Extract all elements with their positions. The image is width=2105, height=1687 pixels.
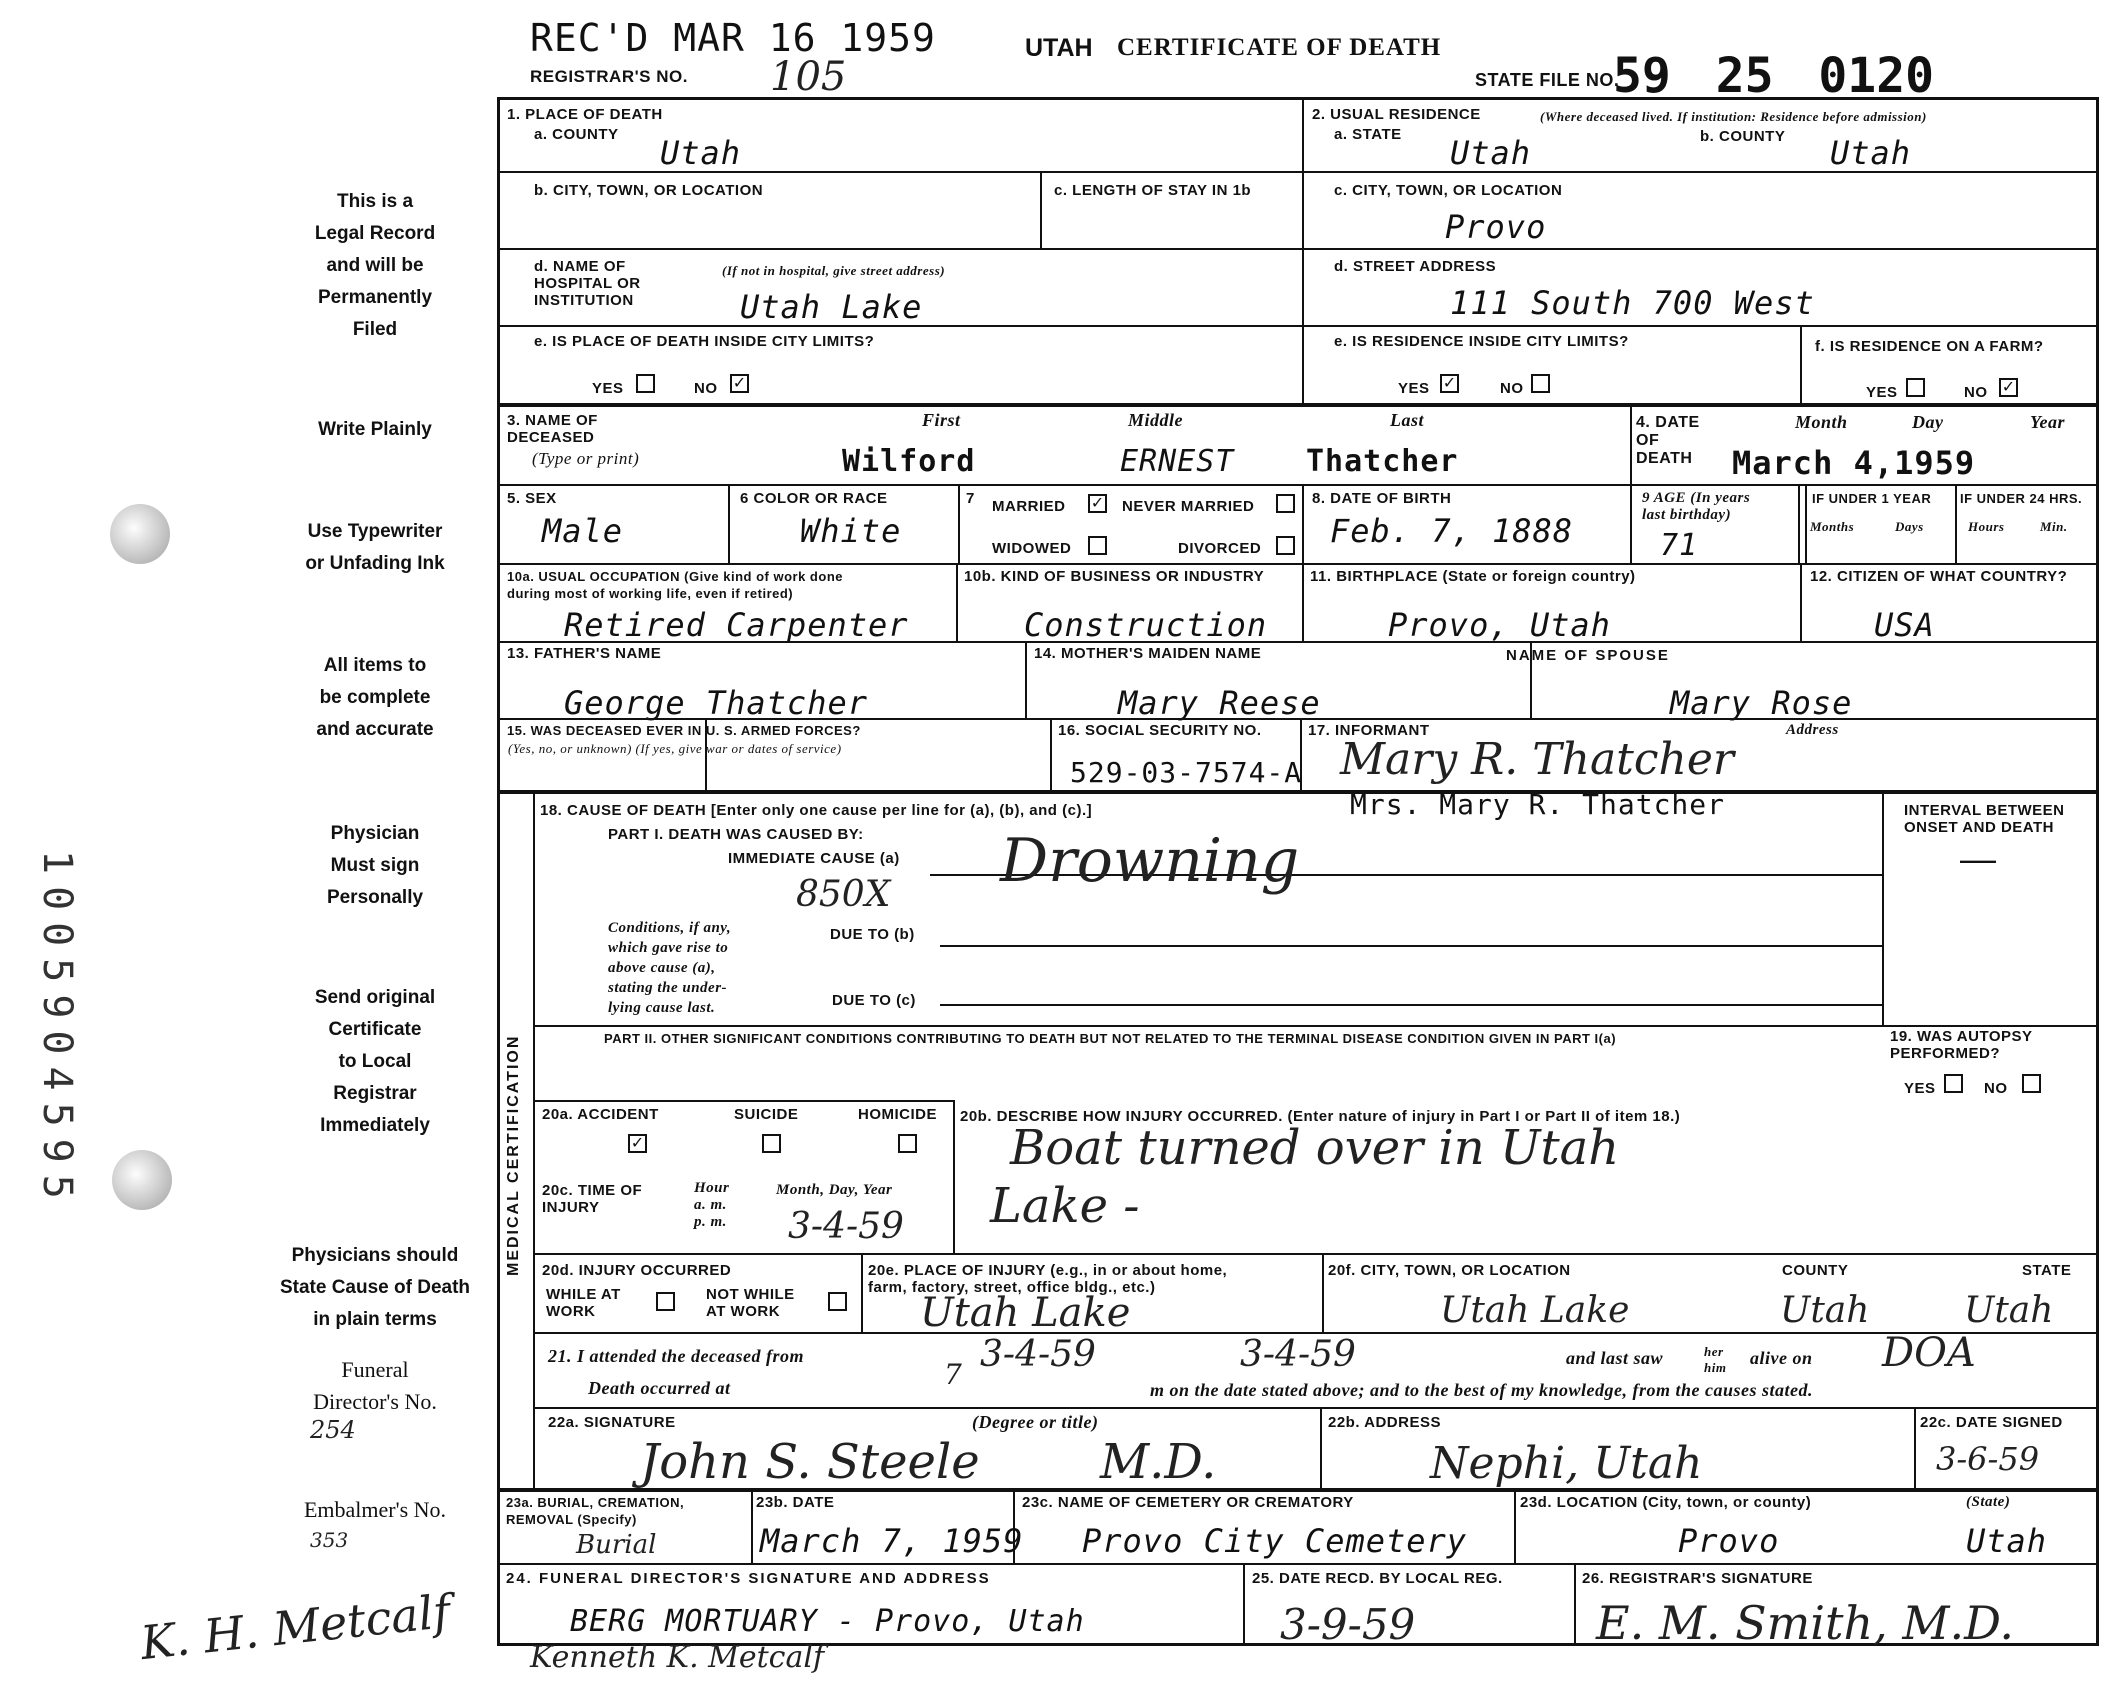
attended-to: 3-4-59 xyxy=(1240,1334,1356,1375)
injury-county-label: COUNTY xyxy=(1782,1262,1849,1279)
sex: Male xyxy=(542,512,624,550)
death-city-limits-yes-label: YES xyxy=(592,380,624,397)
due-to-b-label: DUE TO (b) xyxy=(830,926,915,943)
death-county-label: a. COUNTY xyxy=(534,126,619,143)
interval-label: INTERVAL BETWEEN ONSET AND DEATH xyxy=(1904,802,2065,836)
death-city-limits-no-label: NO xyxy=(694,380,718,397)
last-label: Last xyxy=(1390,410,1425,430)
months-label: Months xyxy=(1810,519,1855,534)
hospital-label: d. NAME OF HOSPITAL OR INSTITUTION xyxy=(534,258,641,309)
vertical-film-number: 1005904595 xyxy=(34,850,80,1211)
citizen: USA xyxy=(1874,606,1935,644)
residence-street: 111 South 700 West xyxy=(1450,284,1815,322)
residence-state: Utah xyxy=(1450,134,1532,172)
punch-hole-lower xyxy=(112,1150,172,1210)
burial-state: Utah xyxy=(1966,1522,2048,1560)
place-of-death-label: 1. PLACE OF DEATH xyxy=(507,106,663,123)
alive-on: DOA xyxy=(1882,1330,1976,1376)
hospital-note: (If not in hospital, give street address) xyxy=(722,263,946,278)
date-signed-label: 22c. DATE SIGNED xyxy=(1920,1414,2063,1431)
attended-from: 3-4-59 xyxy=(980,1334,1096,1375)
state-cause-note: Physicians should State Cause of Death in plain terms xyxy=(279,1245,471,1330)
spouse: Mary Rose xyxy=(1670,684,1853,722)
burial-date-label: 23b. DATE xyxy=(756,1494,835,1511)
death-county: Utah xyxy=(660,134,742,172)
occupation-label: 10a. USUAL OCCUPATION (Give kind of work done during most of working life, even if retired) xyxy=(507,569,843,601)
age: 71 xyxy=(1660,528,1699,563)
place-of-injury-label: 20e. PLACE OF INJURY (e.g., in or about home, farm, factory, street, office bldg., etc.) xyxy=(868,1262,1228,1296)
day-label: Day xyxy=(1912,412,1944,432)
received-stamp: REC'D MAR 16 1959 xyxy=(530,16,936,60)
burial-label: 23a. BURIAL, CREMATION, REMOVAL (Specify) xyxy=(506,1495,685,1527)
divorced-label: DIVORCED xyxy=(1178,540,1262,557)
autopsy-label: 19. WAS AUTOPSY PERFORMED? xyxy=(1890,1028,2033,1062)
registrar-signature-label: 26. REGISTRAR'S SIGNATURE xyxy=(1582,1570,1813,1587)
injury-county: Utah xyxy=(1780,1290,1870,1331)
residence-county: Utah xyxy=(1830,134,1912,172)
while-at-work-label: WHILE AT WORK xyxy=(546,1286,621,1320)
autopsy-yes-box[interactable] xyxy=(1944,1074,1963,1093)
residence-city: Provo xyxy=(1445,208,1547,246)
widowed-box[interactable] xyxy=(1088,536,1107,555)
burial-date: March 7, 1959 xyxy=(760,1522,1024,1560)
ssn-label: 16. SOCIAL SECURITY NO. xyxy=(1058,722,1262,739)
part-2-label: PART II. OTHER SIGNIFICANT CONDITIONS CONTRIBUTING TO DEATH BUT NOT RELATED TO THE TERMINAL DISEASE CONDITION GIVEN IN PART I(a) xyxy=(604,1031,1617,1046)
not-while-at-work-box[interactable] xyxy=(828,1292,847,1311)
informant-label: 17. INFORMANT xyxy=(1308,722,1430,739)
injury-description-line-1: Boat turned over in Utah xyxy=(1010,1120,1620,1176)
birthplace: Provo, Utah xyxy=(1388,606,1611,644)
death-time: 7 xyxy=(944,1358,962,1391)
injury-date: 3-4-59 xyxy=(788,1206,904,1247)
her-him-label: her him xyxy=(1704,1344,1727,1375)
autopsy-yes-label: YES xyxy=(1904,1080,1936,1097)
interval-value: — xyxy=(1960,838,1996,879)
injury-description-line-2: Lake - xyxy=(990,1178,1140,1234)
injury-city: Utah Lake xyxy=(1440,1290,1630,1331)
funeral-director-label: 24. FUNERAL DIRECTOR'S SIGNATURE AND ADDRESS xyxy=(506,1570,991,1587)
citizen-label: 12. CITIZEN OF WHAT COUNTRY? xyxy=(1810,568,2068,585)
min-label: Min. xyxy=(2040,519,2068,534)
widowed-label: WIDOWED xyxy=(992,540,1072,557)
funeral-director-no-label: Funeral Director's No. xyxy=(313,1357,437,1414)
armed-forces-note: (Yes, no, or unknown) (If yes, give war or dates of service) xyxy=(508,741,842,756)
injury-state-label: STATE xyxy=(2022,1262,2072,1279)
degree-label: (Degree or title) xyxy=(972,1412,1099,1432)
residence-city-limits-no-label: NO xyxy=(1500,380,1524,397)
autopsy-no-label: NO xyxy=(1984,1080,2008,1097)
under-1-year-label: IF UNDER 1 YEAR xyxy=(1812,491,1932,506)
last-name: Thatcher xyxy=(1306,444,1459,479)
funeral-director: BERG MORTUARY - Provo, Utah xyxy=(570,1604,1085,1639)
immediate-cause-label: IMMEDIATE CAUSE (a) xyxy=(728,850,900,867)
death-occurred-statement: m on the date stated above; and to the best of my knowledge, from the causes stated. xyxy=(1150,1380,1813,1400)
burial-location-label: 23d. LOCATION (City, town, or county) xyxy=(1520,1494,1812,1511)
race: White xyxy=(800,512,902,550)
farm-no-label: NO xyxy=(1964,384,1988,401)
industry: Construction xyxy=(1024,606,1268,644)
armed-forces-label: 15. WAS DECEASED EVER IN U. S. ARMED FORCES? xyxy=(507,723,861,738)
date-recd-local: 3-9-59 xyxy=(1280,1600,1416,1649)
last-saw-label: and last saw xyxy=(1566,1348,1664,1368)
typewriter-note: Use Typewriter or Unfading Ink xyxy=(305,521,445,574)
alive-on-label: alive on xyxy=(1750,1348,1813,1368)
registrar-no: 105 xyxy=(770,54,847,100)
residence-city-limits-label: e. IS RESIDENCE INSIDE CITY LIMITS? xyxy=(1334,333,1629,350)
residence-city-limits-yes-label: YES xyxy=(1398,380,1430,397)
middle-name: ERNEST xyxy=(1120,444,1235,479)
first-name: Wilford xyxy=(842,444,976,479)
type-or-print-note: (Type or print) xyxy=(532,449,640,468)
spouse-label: NAME OF SPOUSE xyxy=(1506,647,1670,664)
year-label: Year xyxy=(2030,412,2065,432)
divorced-box[interactable] xyxy=(1276,536,1295,555)
birthplace-label: 11. BIRTHPLACE (State or foreign country) xyxy=(1310,568,1636,585)
death-occurred-label: Death occurred at xyxy=(588,1378,731,1398)
death-city-limits-no-box[interactable]: ✓ xyxy=(730,374,749,393)
certificate-title: CERTIFICATE OF DEATH xyxy=(1117,34,1442,61)
physician-address: Nephi, Utah xyxy=(1430,1438,1703,1489)
cause-of-death-label: 18. CAUSE OF DEATH [Enter only one cause per line for (a), (b), and (c).] xyxy=(540,802,1093,819)
burial: Burial xyxy=(576,1530,657,1560)
hours-label: Hours xyxy=(1968,519,2005,534)
suicide-label: SUICIDE xyxy=(734,1106,799,1123)
margin-signature: K. H. Metcalf xyxy=(138,1583,453,1671)
occupation: Retired Carpenter xyxy=(564,606,909,644)
death-date: March 4,1959 xyxy=(1732,444,1976,482)
birth-date-label: 8. DATE OF BIRTH xyxy=(1312,490,1452,507)
title-prefix: UTAH xyxy=(1025,34,1093,62)
physician-sign-note: Physician Must sign Personally xyxy=(326,823,424,908)
attended-label: 21. I attended the deceased from xyxy=(548,1346,804,1366)
time-of-injury-label: 20c. TIME OF INJURY xyxy=(542,1182,643,1216)
residence-city-limits-yes-box[interactable]: ✓ xyxy=(1440,374,1459,393)
farm-label: f. IS RESIDENCE ON A FARM? xyxy=(1815,338,2044,355)
part-1-label: PART I. DEATH WAS CAUSED BY: xyxy=(608,826,864,843)
injury-occurred-label: 20d. INJURY OCCURRED xyxy=(542,1262,732,1279)
residence-state-label: a. STATE xyxy=(1334,126,1402,143)
not-while-at-work-label: NOT WHILE AT WORK xyxy=(706,1286,795,1320)
length-of-stay-label: c. LENGTH OF STAY IN 1b xyxy=(1054,182,1252,199)
never-married-label: NEVER MARRIED xyxy=(1122,498,1255,515)
residence-label: 2. USUAL RESIDENCE xyxy=(1312,106,1481,123)
residence-city-limits-no-box[interactable] xyxy=(1531,374,1550,393)
married-label: MARRIED xyxy=(992,498,1066,515)
autopsy-no-box[interactable] xyxy=(2022,1074,2041,1093)
conditions-note: Conditions, if any, which gave rise to above cause (a), stating the under- lying cause last. xyxy=(608,920,732,1016)
medical-certification-label: MEDICAL CERTIFICATION xyxy=(505,1034,522,1276)
while-at-work-box[interactable] xyxy=(656,1292,675,1311)
homicide-label: HOMICIDE xyxy=(858,1106,937,1123)
signature-label: 22a. SIGNATURE xyxy=(548,1414,676,1431)
residence-county-label: b. COUNTY xyxy=(1700,128,1786,145)
hour-label: Hour a. m. p. m. xyxy=(694,1180,730,1230)
legal-record-note: This is a Legal Record and will be Permanently Filed xyxy=(314,191,436,340)
physician-signature: John S. Steele xyxy=(640,1434,980,1490)
physician-degree: M.D. xyxy=(1100,1434,1217,1490)
mother-label: 14. MOTHER'S MAIDEN NAME xyxy=(1034,645,1262,662)
death-city-label: b. CITY, TOWN, OR LOCATION xyxy=(534,182,764,199)
under-24-hrs-label: IF UNDER 24 HRS. xyxy=(1960,491,2083,506)
injury-place: Utah Lake xyxy=(920,1290,1131,1336)
birth-date: Feb. 7, 1888 xyxy=(1330,512,1574,550)
father-label: 13. FATHER'S NAME xyxy=(507,645,662,662)
send-original-note: Send original Certificate to Local Registrar Immediately xyxy=(314,987,436,1136)
state-file-label: STATE FILE NO. xyxy=(1475,70,1620,90)
informant-address-label: Address xyxy=(1786,722,1839,738)
funeral-director-no: 254 xyxy=(310,1416,356,1444)
accident-box[interactable]: ✓ xyxy=(628,1134,647,1153)
embalmer-no: 353 xyxy=(310,1528,349,1552)
funeral-director-signature: Kenneth K. Metcalf xyxy=(530,1640,825,1675)
injury-city-label: 20f. CITY, TOWN, OR LOCATION xyxy=(1328,1262,1571,1279)
race-label: 6 COLOR OR RACE xyxy=(740,490,888,507)
cemetery-label: 23c. NAME OF CEMETERY OR CREMATORY xyxy=(1022,1494,1354,1511)
cause-code: 850X xyxy=(796,874,891,915)
injury-state: Utah xyxy=(1964,1290,2054,1331)
married-box[interactable]: ✓ xyxy=(1088,494,1107,513)
residence-city-label: c. CITY, TOWN, OR LOCATION xyxy=(1334,182,1563,199)
state-file-no: 59 25 0120 xyxy=(1613,48,1934,104)
father: George Thatcher xyxy=(564,684,868,722)
mother: Mary Reese xyxy=(1118,684,1321,722)
burial-state-label: (State) xyxy=(1966,1494,2011,1510)
punch-hole-upper xyxy=(110,504,170,564)
ssn: 529-03-7574-A xyxy=(1070,756,1303,789)
suicide-box[interactable] xyxy=(762,1134,781,1153)
due-to-c-label: DUE TO (c) xyxy=(832,992,916,1009)
never-married-box[interactable] xyxy=(1276,494,1295,513)
injury-description-label: 20b. DESCRIBE HOW INJURY OCCURRED. (Enter nature of injury in Part I or Part II of item 18.) xyxy=(960,1108,1681,1125)
residence-street-label: d. STREET ADDRESS xyxy=(1334,258,1497,275)
cemetery: Provo City Cemetery xyxy=(1082,1522,1468,1560)
marital-label: 7 xyxy=(966,490,975,507)
industry-label: 10b. KIND OF BUSINESS OR INDUSTRY xyxy=(964,568,1265,585)
month-day-year-label: Month, Day, Year xyxy=(776,1182,893,1198)
farm-no-box[interactable]: ✓ xyxy=(1999,378,2018,397)
farm-yes-box[interactable] xyxy=(1906,378,1925,397)
first-label: First xyxy=(922,410,961,430)
homicide-box[interactable] xyxy=(898,1134,917,1153)
accident-label: 20a. ACCIDENT xyxy=(542,1106,659,1123)
informant: Mrs. Mary R. Thatcher xyxy=(1350,788,1726,821)
days-label: Days xyxy=(1895,519,1924,534)
death-city-limits-label: e. IS PLACE OF DEATH INSIDE CITY LIMITS? xyxy=(534,333,875,350)
month-label: Month xyxy=(1795,412,1848,432)
hospital: Utah Lake xyxy=(740,288,923,326)
deceased-name-label: 3. NAME OF DECEASED xyxy=(507,412,598,446)
date-signed: 3-6-59 xyxy=(1936,1440,2040,1478)
death-date-label: 4. DATE OF DEATH xyxy=(1636,414,1700,467)
middle-label: Middle xyxy=(1128,410,1183,430)
date-recd-local-label: 25. DATE RECD. BY LOCAL REG. xyxy=(1252,1570,1503,1587)
registrar-signature: E. M. Smith, M.D. xyxy=(1596,1596,2014,1650)
items-complete-note: All items to be complete and accurate xyxy=(316,655,434,740)
burial-location: Provo xyxy=(1678,1522,1780,1560)
informant-signature: Mary R. Thatcher xyxy=(1340,734,1734,785)
address-label: 22b. ADDRESS xyxy=(1328,1414,1441,1431)
registrar-no-label: REGISTRAR'S NO. xyxy=(530,67,688,86)
death-city-limits-yes-box[interactable] xyxy=(636,374,655,393)
farm-yes-label: YES xyxy=(1866,384,1898,401)
immediate-cause: Drowning xyxy=(1000,826,1300,896)
age-label: 9 AGE (In years last birthday) xyxy=(1642,490,1751,523)
residence-note: (Where deceased lived. If institution: Residence before admission) xyxy=(1540,109,1927,124)
write-plainly-note: Write Plainly xyxy=(318,419,432,440)
embalmer-no-label: Embalmer's No. xyxy=(303,1497,447,1522)
sex-label: 5. SEX xyxy=(507,490,557,507)
